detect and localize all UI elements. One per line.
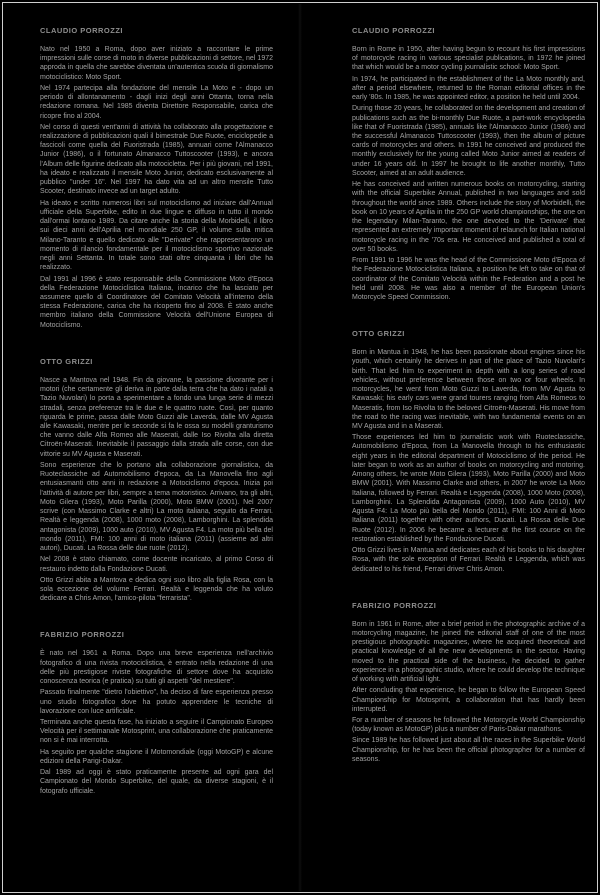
bio-paragraph: He has conceived and written numerous books on motorcycling, starting with the official Superbike Annual, published in two languages and sold throughout the world since 1989. Others include the story of Morbidelli, the book on 10 years of Aprilia in the 250 GP world championships, the one on the legendary Milan-Taranto, the one devoted to the 'Derivate' that represented an extremely important moment of relaunch for Italian national motorcycle racing in the '70s era. He conceived and published a total of over 50 books. [352, 181, 585, 253]
author-heading: FABRIZIO PORROZZI [352, 600, 437, 610]
bio-section-fabrizio-it [40, 630, 273, 795]
bio-paragraph: Born in 1961 in Rome, after a brief period in the photographic archive of a motorcycling magazine, he joined the editorial staff of one of the most prestigious photographic magazines, where he acquired theoretical and practical knowledge of all the new developments in the sector. Having moved to the practical side of the business, he decided to gather experience in a photographic studio, where he could develop the technique of working with artificial light. [352, 620, 585, 684]
bio-paragraph: Ha seguito per qualche stagione il Motomondiale (oggi MotoGP) e alcune edizioni della Parigi-Dakar. [40, 748, 273, 765]
author-heading: OTTO GRIZZI [352, 329, 405, 339]
bio-paragraph: Otto Grizzi lives in Mantua and dedicates each of his books to his daughter Rosa, with the sole exception of Ferrari. Realtà e Leggenda, which was dedicated to his friend, Ferrari driver Chris Amon. [352, 547, 585, 573]
bio-section-otto-en [352, 329, 585, 574]
bio-paragraph: Born in Mantua in 1948, he has been passionate about engines since his youth, which certainly he derives in part of the place of Tazio Nuvolari's birth. That led him to experiment in depth with a long series of road vehicles, without preference between those on two or four wheels. In motorcycles, he went from Moto Guzzi to Laverda, from MV Agusta to Kawasaki; his early cars were grand tourers ranging from Alfa Romeos to Maseratis, from Iso Rivolta to the beloved Citroën-Maserati. His move from the road to the racing was inevitable, with two fundamental events on an MV Agusta and in a Maserati. [352, 349, 585, 430]
bio-section-claudio-it [40, 26, 273, 330]
right-page-english [352, 26, 585, 764]
bio-paragraph: In 1974, he participated in the establishment of the La Moto monthly and, after a period elsewhere, returned to the Roman editorial offices in the early '80s. In 1985, he was appointed editor, a position he held until 2004. [352, 75, 585, 102]
bio-paragraph: Dal 1991 al 1996 è stato responsabile della Commissione Moto d'Epoca della Federazione Motociclistica Italiana, incarico che ha lasciato per assumere quello di Coordinatore del Comitato Velocità all'interno della stessa Federazione, carica che ha ricoperto fino al 2008. È stato anche membro italiano della Commissione Velocità dell'Unione Europea di Motociclismo. [40, 275, 273, 329]
bio-paragraph: For a number of seasons he followed the Motorcycle World Championship (today known as MotoGP) plus a number of Paris-Dakar marathons. [352, 716, 585, 734]
bio-paragraph: After concluding that experience, he began to follow the European Speed Championship for Motosprint, a collaboration that has hardly been interrupted. [352, 687, 585, 713]
author-heading: CLAUDIO PORROZZI [40, 26, 123, 35]
bio-paragraph: Passato finalmente "dietro l'obiettivo", ha deciso di fare esperienza presso uno studio fotografico dove ha potuto apprendere le tecniche di lavorazione con luce artificiale. [40, 689, 273, 715]
bio-paragraph: Born in Rome in 1950, after having begun to recount his first impressions of motorcycle racing in various specialist publications, in 1972 he joined that which would be a motor cycling journalistic school: Moto Sport. [352, 45, 585, 72]
bio-paragraph: Otto Grizzi abita a Mantova e dedica ogni suo libro alla figlia Rosa, con la sola eccezione del volume Ferrari. Realtà e leggenda che ha voluto dedicare a Chris Amon, l'amico-pilota "ferrarista". [40, 576, 273, 603]
author-heading: FABRIZIO PORROZZI [40, 630, 125, 640]
bio-paragraph: Nato nel 1950 a Roma, dopo aver iniziato a raccontare le prime impressioni sulle corse di moto in diverse pubblicazioni di settore, nel 1972 approda in quella che sarebbe diventata un'autentica scuola di giornalismo motociclistico: Moto Sport. [40, 45, 273, 81]
bio-paragraph: Those experiences led him to journalistic work with Ruoteclassiche, Automobilismo d'Epoca, from La Manovella through to his enthusiastic eight years in the editorial department of Motociclismo of the period. He later began to work as an author of books on motorcycling and motoring. Among others, he wrote Moto Gilera (1993), Moto Parilla (2000) and Moto BMW (2001). With Massimo Clarke and others, in 2007 he wrote La Moto Italiana, followed by Ferrari. Realtà e Leggenda (2008), 1000 Moto (2008), Lamborghini. La Splendida Antagonista (2009), 1000 Auto (2010), MV Agusta F4: La Moto più bella del Mondo (2011), FMI: 100 Anni di Moto Italiana (2011) together with other authors, Ducati. La Rossa delle Due Ruote (2012). In 2006 he became a lecturer at the first course on the restoration established by the Fondazione Ducati. [352, 434, 585, 543]
bio-paragraph: Since 1989 he has followed just about all the races in the Superbike World Championship, for he has been the official photographer for a number of seasons. [352, 737, 585, 763]
bio-paragraph: From 1991 to 1996 he was the head of the Commissione Moto d'Epoca of the Federazione Motociclistica Italiana, a position he left to take on that of coordinator of the Comitato Velocità within the Federation and a post he held until 2008. He was also a member of the European Union's Motorcycle Speed Commission. [352, 257, 585, 301]
bio-paragraph: Nel corso di questi vent'anni di attività ha collaborato alla progettazione e realizzazione di pubblicazioni quali il bimestrale Due Ruote, enciclopedie a fascicoli come quella del Fuoristrada (1985), annuari come l'Almanacco Junior (1986), o il fortunato Almanacco Tuttoscooter (1993), e ancora l'Album delle figurine dedicato alla motocicletta. Per i più giovani, nel 1991, ha ideato e realizzato il mensile Moto Junior, dedicato esclusivamente al pubblico "under 16". Nel 1997 ha dato vita ad un altro mensile Tutto Scooter, destinato invece ad un target adulto. [40, 123, 273, 196]
bio-paragraph: Sono esperienze che lo portano alla collaborazione giornalistica, da Ruoteclassiche ad Automobilismo d'epoca, da La Manovella fino agli entusiasmanti otto anni in redazione a Motociclismo d'epoca. Inizia poi l'attività di autore per libri, sempre a tema motoristico. Arrivano, tra gli altri, Moto Gilera (1993), Moto Parilla (2000), Moto BMW (2001). Nel 2007 scrive (con Massimo Clarke e altri) La moto italiana, seguito da Ferrari. Realtà e leggenda (2008), 1000 moto (2008), Lamborghini. La splendida antagonista (2009), 1000 auto (2010), MV Agusta F4. La moto più bella del mondo (2011), FMI: 100 anni di moto italiana (2011) (assieme ad altri autori), Ducati. La Rossa delle due ruote (2012). [40, 461, 273, 553]
bio-section-fabrizio-en [352, 601, 585, 764]
bio-section-claudio-en [352, 26, 585, 302]
bio-paragraph: Terminata anche questa fase, ha iniziato a seguire il Campionato Europeo Velocità per il settimanale Motosprint, una collaborazione che praticamente non si è mai interrotta. [40, 718, 273, 745]
bio-paragraph: Nasce a Mantova nel 1948. Fin da giovane, la passione divorante per i motori (che certamente gli deriva in parte dalla terra che ha dato i natali a Tazio Nuvolari) lo porta a sperimentare a fondo una lunga serie di mezzi stradali, senza preferenze tra le due e le quattro ruote. Così, per quanto riguarda le prime, passa dalle Moto Guzzi alle Laverda, dalle MV Agusta alle Kawasaki, mentre per le seconde si fa le ossa su modelli granturismo che vanno dalle Alfa Romeo alle Maserati, dalle Iso Rivolta alla diretta Citroën-Maserati. Inevitabile il passaggio dalla strada alle corse, con due vittorie su MV Agusta e Maserati. [40, 376, 273, 458]
bio-paragraph: Ha ideato e scritto numerosi libri sul motociclismo ad iniziare dall'Annual ufficiale della Superbike, edito in due lingue e diffuso in tutto il mondo dall'ormai lontano 1989. Da citare anche la storia della Morbidelli, il libro sui dieci anni dell'Aprilia nel mondiale 250 GP, il volume sulla mitica Milano-Taranto e quello dedicato alle "Derivate" che rappresentarono un momento di rilancio fondamentale per il motociclismo sportivo nazionale negli anni Settanta. In totale sono stati oltre cinquanta i libri che ha realizzato. [40, 199, 273, 272]
bio-paragraph: È nato nel 1961 a Roma. Dopo una breve esperienza nell'archivio fotografico di una rivista motociclistica, è entrato nella redazione di una delle più prestigiose riviste fotografiche di settore dove ha acquisito conoscenza teorica (e pratica) su tutti gli aspetti "del mestiere". [40, 650, 273, 686]
bio-section-otto-it [40, 357, 273, 604]
left-page-italian [40, 26, 273, 796]
author-heading: OTTO GRIZZI [40, 356, 93, 366]
bio-paragraph: Nel 2008 è stato chiamato, come docente incaricato, al primo Corso di restauro indetto dalla Fondazione Ducati. [40, 556, 273, 573]
author-heading: CLAUDIO PORROZZI [352, 26, 435, 35]
bio-paragraph: During those 20 years, he collaborated on the development and creation of publications such as the bi-monthly Due Ruote, a part-work encyclopedia like that of Fuoristrada (1985), annuals like l'Almanacco Junior (1986) and the successful Almanacco Tuttoscooter (1993), then the album of picture cards of motorcycles and others. In 1991 he conceived and produced the monthly exclusively for the young called Moto Junior aimed at readers of under 16 years old. In 1997 he brought to life another monthly, Tutto Scooter, aimed at an adult audience. [352, 105, 585, 177]
bio-paragraph: Nel 1974 partecipa alla fondazione del mensile La Moto e - dopo un periodo di allontanamento - dagli inizi degli anni Ottanta, torna nella redazione romana. Nel 1985 diventa Direttore Responsabile, carica che ricopre fino al 2004. [40, 84, 273, 120]
bio-paragraph: Dal 1989 ad oggi è stato praticamente presente ad ogni gara del Campionato del Mondo Superbike, del quale, da diverse stagioni, è il fotografo ufficiale. [40, 769, 273, 795]
page-gutter [298, 4, 302, 891]
